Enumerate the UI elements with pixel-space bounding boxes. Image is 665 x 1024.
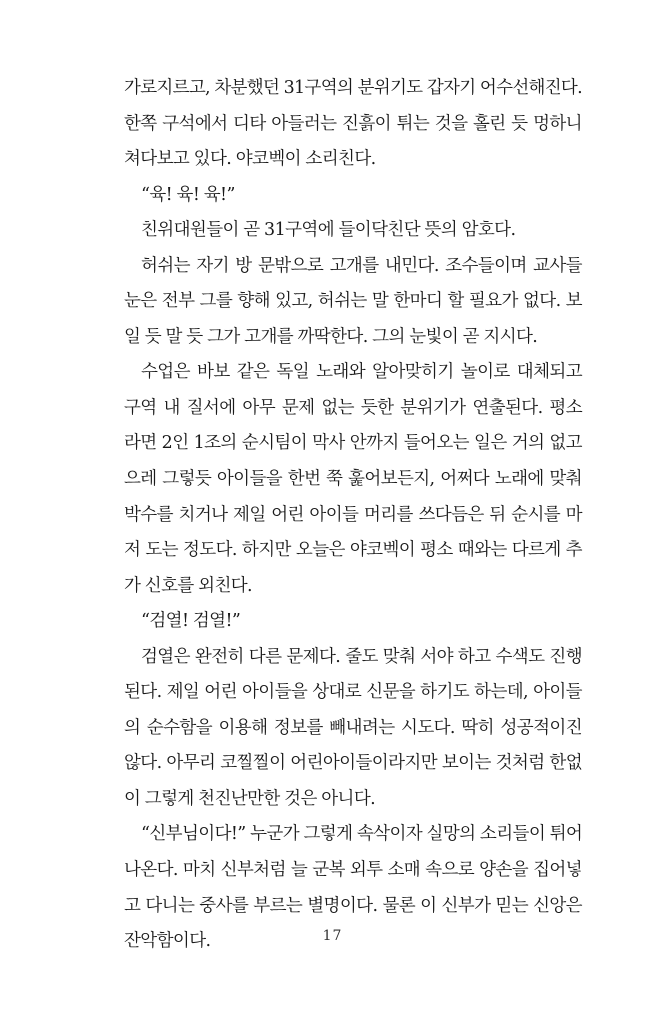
text-line: 가로지르고, 차분했던 31구역의 분위기도 갑자기 어수선해진다. — [124, 78, 582, 98]
text-line: 수업은 바보 같은 독일 노래와 알아맞히기 놀이로 대체되고 — [141, 362, 582, 383]
text-line: 으레 그렇듯 아이들을 한번 쭉 훑어보든지, 어쩌다 노래에 맞춰 — [124, 469, 582, 490]
text-line: 눈은 전부 그를 향해 있고, 허쉬는 말 한마디 할 필요가 없다. 보 — [124, 291, 582, 312]
text-line: 않다. 아무리 코찔찔이 어린아이들이라지만 보이는 것처럼 한없 — [124, 753, 582, 774]
text-line: 일 듯 말 듯 그가 고개를 까딱한다. 그의 눈빛이 곧 지시다. — [124, 326, 538, 347]
text-line: 구역 내 질서에 아무 문제 없는 듯한 분위기가 연출된다. 평소 — [124, 397, 582, 418]
text-line: 저 도는 정도다. 하지만 오늘은 야코벡이 평소 때와는 다르게 추 — [124, 540, 582, 561]
text-line: 나온다. 마치 신부처럼 늘 군복 외투 소매 속으로 양손을 집어넣 — [124, 860, 582, 881]
text-line: 이 그렇게 천진난만한 것은 아니다. — [124, 788, 376, 809]
text-line: 검열은 완전히 다른 문제다. 줄도 맞춰 서야 하고 수색도 진행 — [141, 646, 582, 667]
text-line: 허쉬는 자기 방 문밖으로 고개를 내민다. 조수들이며 교사들 — [141, 255, 582, 276]
text-line: 고 다니는 중사를 부르는 별명이다. 물론 이 신부가 믿는 신앙은 — [124, 895, 582, 916]
page-number: 17 — [322, 928, 343, 944]
text-line: 박수를 치거나 제일 어린 아이들 머리를 쓰다듬은 뒤 순시를 마 — [124, 504, 582, 525]
dialogue-line: “육! 육! 육!” — [141, 184, 235, 205]
dialogue-line: “신부님이다!” 누군가 그렇게 속삭이자 실망의 소리들이 튀어 — [141, 824, 583, 845]
dialogue-line: “검열! 검열!” — [141, 611, 241, 632]
text-line: 가 신호를 외친다. — [124, 575, 253, 596]
text-line: 된다. 제일 어린 아이들을 상대로 신문을 하기도 하는데, 아이들 — [124, 682, 582, 703]
text-line: 의 순수함을 이용해 정보를 빼내려는 시도다. 딱히 성공적이진 — [124, 717, 582, 738]
text-line: 잔악함이다. — [124, 931, 211, 952]
text-line: 쳐다보고 있다. 야코벡이 소리친다. — [124, 149, 376, 170]
text-line: 한쪽 구석에서 디타 아들러는 진흙이 튀는 것을 홀린 듯 멍하니 — [124, 113, 582, 134]
text-line: 친위대원들이 곧 31구역에 들이닥친단 뜻의 암호다. — [141, 220, 516, 241]
body-text — [124, 71, 582, 960]
text-line: 라면 2인 1조의 순시팀이 막사 안까지 들어오는 일은 거의 없고 — [124, 433, 582, 454]
